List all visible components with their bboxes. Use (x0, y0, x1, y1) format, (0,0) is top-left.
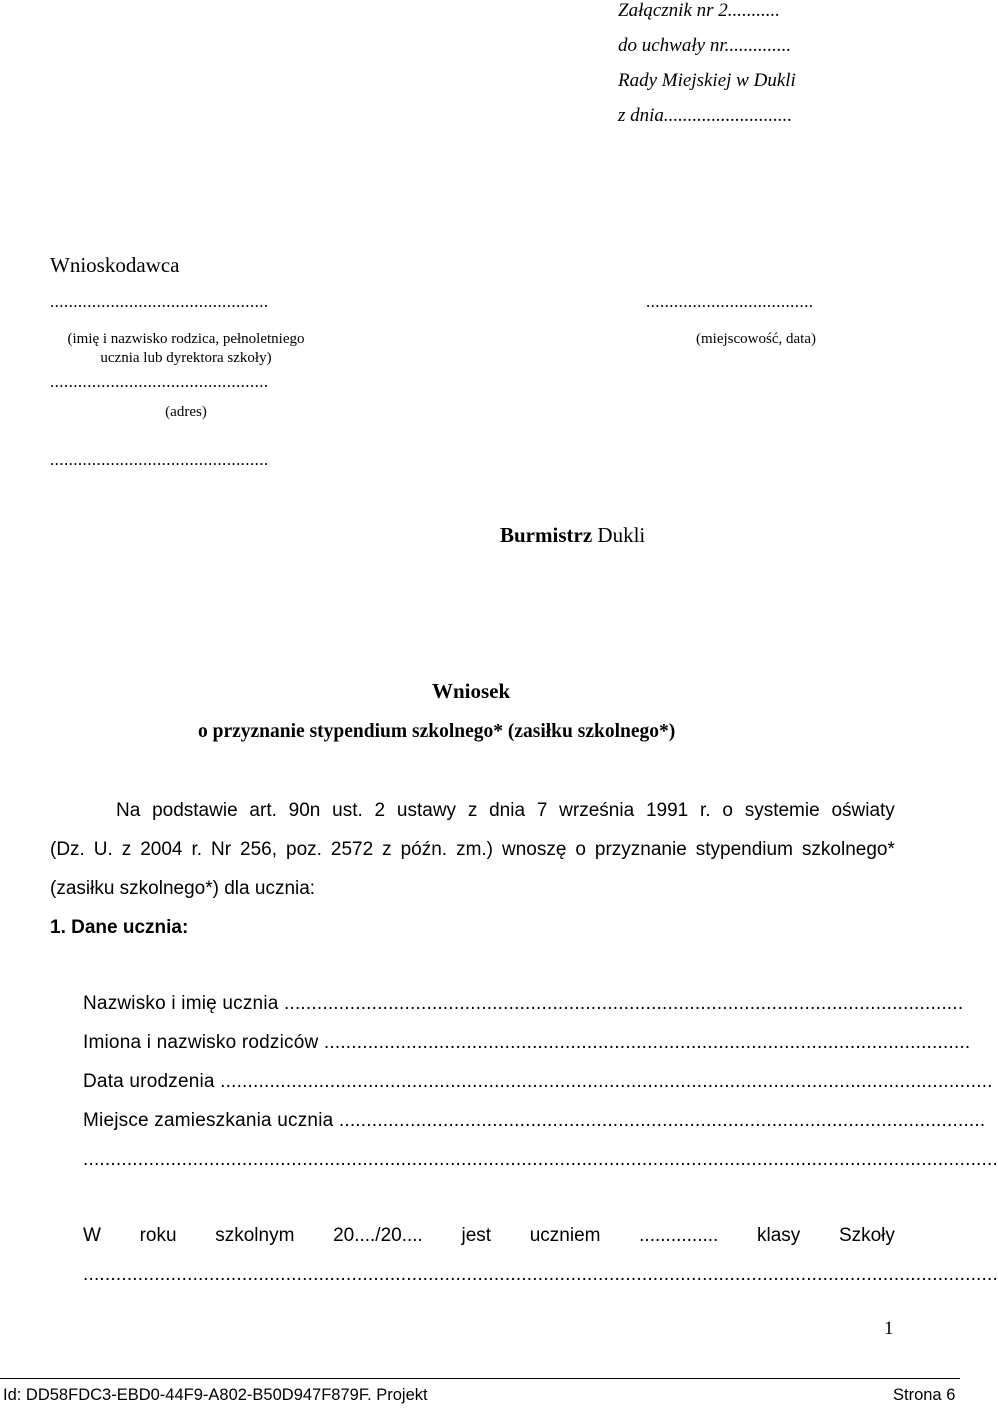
word: 1991 (645, 800, 689, 821)
word: r. (191, 839, 203, 860)
word: U. (93, 839, 113, 860)
legal-basis-line-3: (zasiłku szkolnego*) dla ucznia: (50, 878, 316, 899)
word: jest (461, 1225, 492, 1246)
word: z (121, 839, 132, 860)
word: podstawie (152, 800, 238, 821)
document-title: Wniosek (432, 679, 511, 703)
word: Szkoły (838, 1225, 895, 1246)
recipient (500, 523, 645, 548)
school-year-line[interactable] (83, 1225, 895, 1247)
school-name-field[interactable]: ....................................................................................................................................................................... (83, 1264, 998, 1285)
word: (Dz. (50, 839, 85, 860)
recipient-title: Burmistrz (500, 523, 593, 547)
word: 256, (240, 839, 278, 860)
word: ............... (639, 1225, 719, 1246)
word: ustawy (396, 800, 457, 821)
word: o (722, 800, 733, 821)
word: września (559, 800, 635, 821)
footer-page-label: Strona 6 (893, 1386, 956, 1404)
word: dnia (489, 800, 526, 821)
place-date-caption: (miejscowość, data) (696, 331, 816, 347)
document-id: Id: DD58FDC3-EBD0-44F9-A802-B50D947F879F. Projekt (3, 1386, 428, 1404)
word: r. (700, 800, 711, 821)
student-name-field[interactable]: Nazwisko i imię ucznia ............................................................................................................................ (83, 993, 964, 1014)
page-number: 1 (884, 1318, 894, 1339)
word: 2 (374, 800, 386, 821)
document-subtitle: o przyznanie stypendium szkolnego* (zasiłku szkolnego*) (198, 721, 676, 742)
word: przyznanie (594, 839, 687, 860)
word: Na (116, 800, 141, 821)
word: 7 (536, 800, 548, 821)
word: systemie (744, 800, 820, 821)
word: o (575, 839, 586, 860)
word: szkolnym (215, 1225, 295, 1246)
word: 2004 (140, 839, 183, 860)
birth-date-field[interactable]: Data urodzenia ............................................................................................................................................. (83, 1071, 993, 1092)
word: roku (139, 1225, 177, 1246)
word: z (382, 839, 392, 860)
word: 2572 (330, 839, 374, 860)
word: 90n (288, 800, 321, 821)
applicant-address-caption: (adres) (165, 404, 207, 420)
applicant-extra-field[interactable]: ............................................... (50, 450, 269, 469)
student-residence-field[interactable]: Miejsce zamieszkania ucznia ...................................................................................................................... (83, 1110, 986, 1131)
legal-basis-line-1 (116, 800, 895, 822)
word: uczniem (529, 1225, 601, 1246)
word: wnoszę (501, 839, 567, 860)
applicant-name-field[interactable]: ............................................... (50, 292, 269, 311)
place-date-field[interactable]: .................................... (646, 292, 814, 311)
word: późn. (400, 839, 448, 860)
section-heading-student-data: 1. Dane ucznia: (50, 917, 189, 938)
word: ust. (332, 800, 363, 821)
footer-divider (0, 1378, 960, 1379)
legal-basis-line-2 (50, 839, 895, 861)
word: poz. (286, 839, 322, 860)
word: W (83, 1225, 101, 1246)
word: szkolnego* (801, 839, 895, 860)
parents-names-field[interactable]: Imiona i nazwisko rodziców ...................................................................................................................... (83, 1032, 971, 1053)
council-name: Rady Miejskiej w Dukli (618, 70, 796, 91)
word: oświaty (831, 800, 895, 821)
word: stypendium (695, 839, 793, 860)
resolution-number: do uchwały nr.............. (618, 35, 792, 56)
word: z (467, 800, 478, 821)
word: zm.) (456, 839, 493, 860)
applicant-name-caption: (imię i nazwisko rodzica, pełnoletniego ucznia lub dyrektora szkoły) (67, 331, 305, 366)
word: art. (249, 800, 277, 821)
applicant-address-field[interactable]: ............................................... (50, 372, 269, 391)
word: Nr (211, 839, 232, 860)
word: klasy (756, 1225, 801, 1246)
annex-number: Załącznik nr 2........... (618, 0, 781, 21)
resolution-date: z dnia........................... (618, 105, 793, 126)
applicant-label: Wnioskodawca (50, 253, 180, 277)
word: 20..../20.... (333, 1225, 423, 1246)
student-residence-continued-field[interactable]: ....................................................................................................................................................................... (83, 1149, 998, 1170)
recipient-town: Dukli (592, 523, 646, 547)
